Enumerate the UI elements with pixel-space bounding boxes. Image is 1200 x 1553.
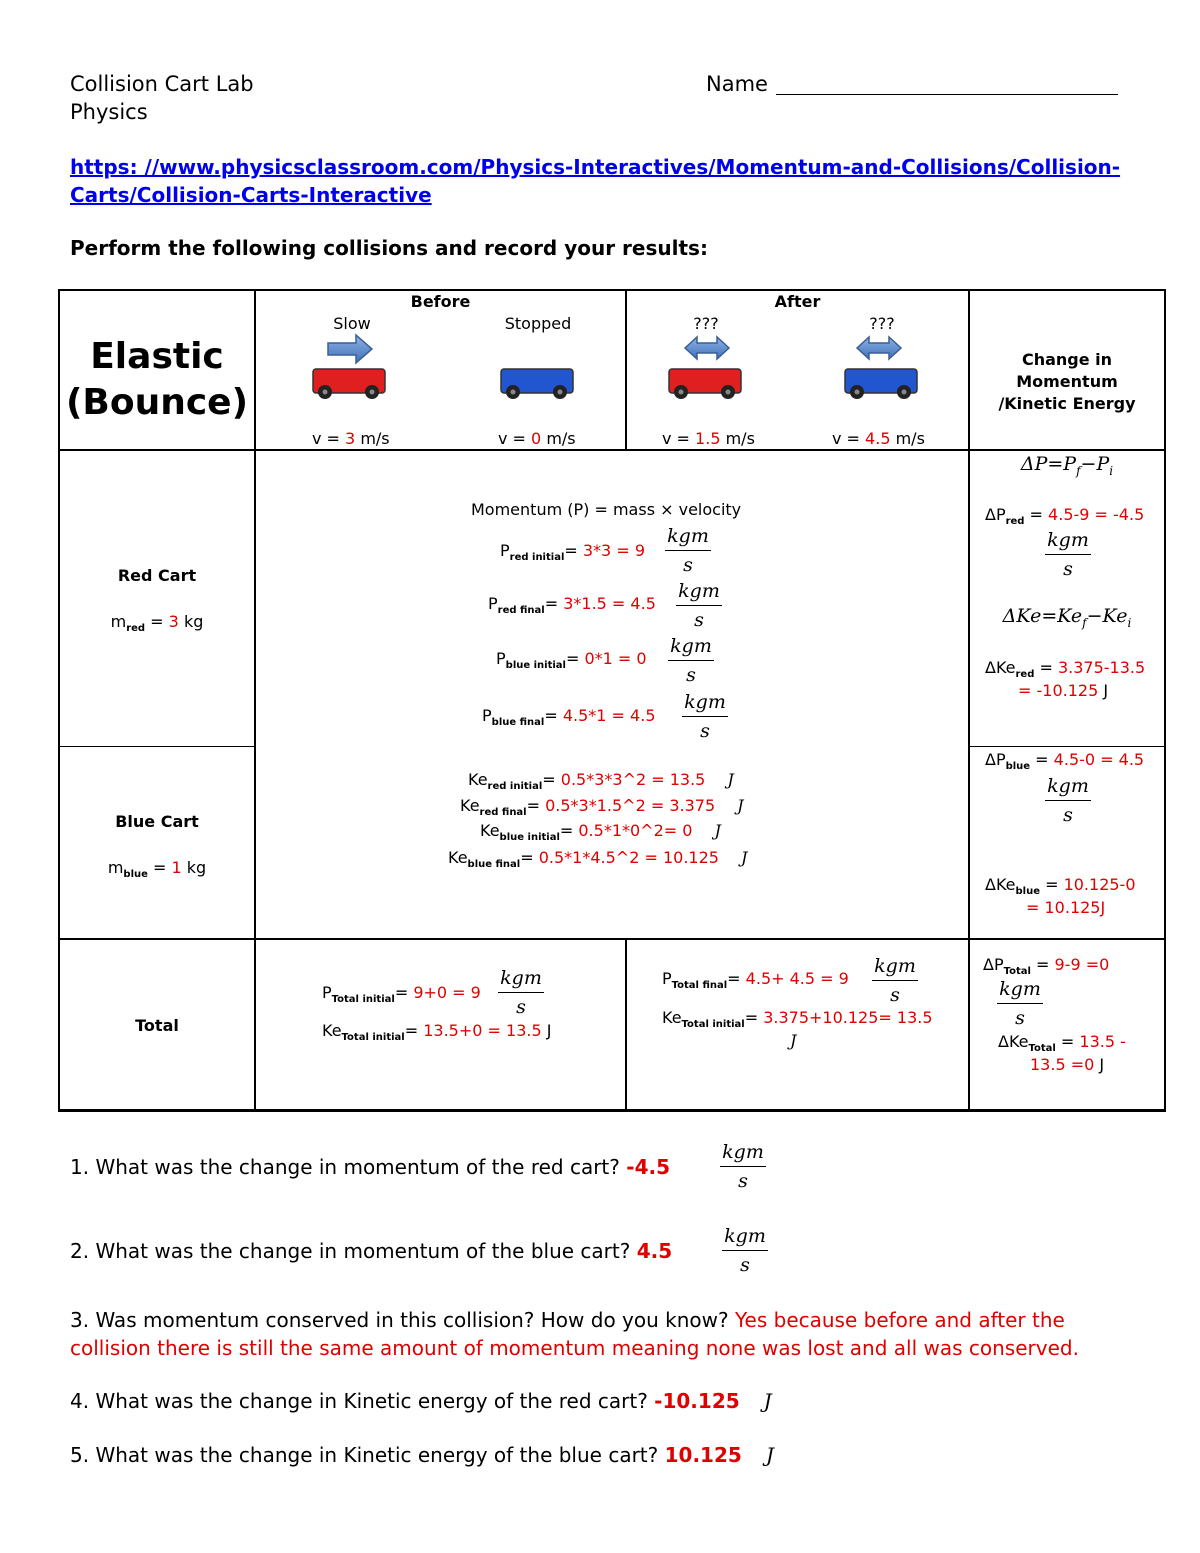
unit-kgm-s: kgm s (870, 952, 920, 1009)
doc-subject: Physics (70, 100, 148, 124)
dp-red: $\Delta P_{red} = 4.5-9 = -4.5$ (985, 505, 1145, 528)
p-total-initial: $P_{Total initial}= 9+0 = 9$ (322, 983, 481, 1006)
cart-state-2: Stopped (504, 314, 572, 333)
double-arrow-icon (685, 337, 729, 359)
unit-kgm-s: kgm s (666, 632, 716, 689)
right-arrow-icon (328, 335, 372, 363)
p-red-initial: $P_{red initial}= 3*3 = 9$ (500, 541, 645, 564)
after-header: After (774, 292, 821, 311)
cart-state-4: ??? (869, 314, 895, 333)
unit-kgm-s: kgm s (663, 522, 713, 579)
question-2: 2. What was the change in momentum of the blue cart? 4.5 (70, 1239, 673, 1263)
ke-total-initial: $Ke_{Total initial}= 13.5+0 = 13.5$ J (322, 1021, 552, 1044)
cart-state-1: Slow (333, 314, 371, 333)
dp-formula: $\Delta P=P_f-P_i$ (1020, 453, 1114, 478)
unit-kgm-s: kgm s (680, 688, 730, 745)
ke-blue-initial: $Ke_{blue initial}=$ 0.5*1*0^2= 0 J (480, 821, 721, 844)
ke-total-final: $Ke_{Total initial}= 3.375+10.125= 13.5$ (662, 1008, 933, 1031)
p-blue-final: $P_{blue final}= 4.5*1 = 4.5$ (482, 706, 656, 729)
ke-total-final-unit: J (790, 1031, 797, 1050)
dp-blue: $\Delta P_{blue} = 4.5-0 = 4.5$ (985, 750, 1145, 773)
question-4: 4. What was the change in Kinetic energy of the red cart? -10.125 J (70, 1389, 772, 1413)
velocity-slow: v = 3 m/s (312, 429, 390, 448)
ke-red-initial: $Ke_{red initial}=$ 0.5*3*3^2 = 13.5 J (468, 770, 734, 793)
instruction: Perform the following collisions and record your results: (70, 236, 708, 260)
doc-title: Collision Cart Lab (70, 72, 254, 96)
double-arrow-icon (857, 337, 901, 359)
red-cart-after-icon (669, 369, 741, 399)
dke-formula: $\Delta Ke=Ke_f-Ke_i$ (1002, 605, 1132, 630)
p-red-final: $P_{red final}= 3*1.5 = 4.5$ (488, 594, 656, 617)
velocity-red-after: v = 1.5 m/s (662, 429, 755, 448)
p-blue-initial: $P_{blue initial}= 0*1 = 0$ (496, 649, 647, 672)
unit-kgm-s: kgm s (496, 964, 546, 1021)
name-label: Name (706, 72, 768, 96)
blue-cart-after-icon (845, 369, 917, 399)
blue-cart-mass: $m_{blue} = 1$ kg (107, 858, 207, 881)
p-total-final: $P_{Total final}= 4.5+ 4.5 = 9$ (662, 969, 849, 992)
dp-total: $\Delta P_{Total} = 9-9 =0$ (983, 955, 1110, 978)
momentum-formula: Momentum (P) = mass × velocity (471, 500, 742, 519)
total-label: Total (135, 1016, 179, 1035)
velocity-blue-after: v = 4.5 m/s (832, 429, 925, 448)
ke-blue-final: $Ke_{blue final}=$ 0.5*1*4.5^2 = 10.125 J (448, 848, 748, 871)
change-header: Change in Momentum /Kinetic Energy (998, 350, 1136, 413)
blue-cart-label: Blue Cart (115, 812, 199, 831)
unit-kgm-s: kgm s (718, 1138, 768, 1195)
url-link-line-2[interactable]: Carts/Collision-Carts-Interactive (70, 183, 432, 207)
unit-kgm-s: kgm s (720, 1222, 770, 1279)
unit-kgm-s: kgm s (1043, 772, 1093, 829)
red-cart-icon (313, 369, 385, 399)
question-3: 3. Was momentum conserved in this collision? How do you know? Yes because before and after the collision there is still the same amount of momentum meaning none was lost and all was conserved. (70, 1308, 1079, 1360)
red-cart-mass: $m_{red} = 3$ kg (110, 612, 204, 635)
question-5: 5. What was the change in Kinetic energy of the blue cart? 10.125 J (70, 1443, 774, 1467)
cart-state-3: ??? (693, 314, 719, 333)
unit-kgm-s: kgm s (674, 577, 724, 634)
velocity-stopped: v = 0 m/s (498, 429, 576, 448)
ke-red-final: $Ke_{red final}=$ 0.5*3*1.5^2 = 3.375 J (460, 796, 744, 819)
dke-red-result: = -10.125 J (1018, 681, 1109, 700)
dke-blue: ΔKe$_{blue}$ = 10.125-0 (985, 875, 1136, 898)
dke-total-result: 13.5 =0 J (1030, 1055, 1105, 1074)
collision-type: Elastic (Bounce) (65, 336, 249, 423)
dke-blue-result: = 10.125J (1026, 898, 1106, 917)
question-1: 1. What was the change in momentum of the red cart? -4.5 (70, 1155, 670, 1179)
before-header: Before (410, 292, 471, 311)
url-link-line-1[interactable]: https: //www.physicsclassroom.com/Physics-Interactives/Momentum-and-Collisions/Collision- (70, 155, 1121, 179)
dke-total: ΔKe$_{Total}$ = 13.5 - (998, 1032, 1126, 1055)
unit-kgm-s: kgm s (995, 975, 1045, 1032)
dke-red: ΔKe$_{red}$ = 3.375-13.5 (985, 658, 1146, 681)
blue-cart-icon (501, 369, 573, 399)
unit-kgm-s: kgm s (1043, 526, 1093, 583)
red-cart-label: Red Cart (117, 566, 197, 585)
